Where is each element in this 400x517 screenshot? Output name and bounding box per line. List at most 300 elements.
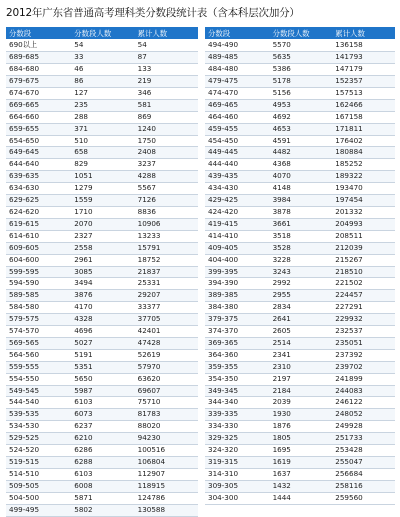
cumulative-count-cell: 581 (135, 99, 198, 111)
cumulative-count-cell: 201332 (332, 206, 395, 218)
score-range-cell: 429-425 (205, 195, 270, 207)
table-row (6, 504, 198, 516)
table-row (6, 111, 198, 123)
score-range-cell: 444-440 (205, 159, 270, 171)
cumulative-count-cell: 2408 (135, 147, 198, 159)
table-row (6, 195, 198, 207)
cumulative-count-cell: 42401 (135, 326, 198, 338)
segment-count-cell: 3494 (71, 278, 134, 290)
score-range-cell: 554-550 (6, 373, 71, 385)
cumulative-count-cell: 229932 (332, 314, 395, 326)
score-range-cell: 304-300 (205, 492, 270, 504)
cumulative-count-cell: 100516 (135, 445, 198, 457)
segment-count-cell: 6103 (71, 397, 134, 409)
score-range-cell: 514-510 (6, 468, 71, 480)
cumulative-count-cell: 7126 (135, 195, 198, 207)
score-table-left-body (6, 40, 198, 516)
segment-count-cell: 5386 (270, 64, 333, 76)
cumulative-count-cell: 227291 (332, 302, 395, 314)
table-row (6, 171, 198, 183)
segment-count-cell: 4070 (270, 171, 333, 183)
table-row (205, 135, 395, 147)
score-range-cell: 449-445 (205, 147, 270, 159)
cumulative-count-cell: 15791 (135, 242, 198, 254)
segment-count-cell: 3518 (270, 230, 333, 242)
table-row (205, 290, 395, 302)
cumulative-count-cell: 13233 (135, 230, 198, 242)
score-range-cell: 344-340 (205, 397, 270, 409)
cumulative-count-cell: 47428 (135, 337, 198, 349)
score-range-cell: 474-470 (205, 87, 270, 99)
cumulative-count-cell: 8836 (135, 206, 198, 218)
table-row (205, 111, 395, 123)
score-range-cell: 439-435 (205, 171, 270, 183)
cumulative-count-cell: 241899 (332, 373, 395, 385)
table-row (205, 385, 395, 397)
segment-count-cell: 3984 (270, 195, 333, 207)
segment-count-cell: 5871 (71, 492, 134, 504)
score-range-cell: 614-610 (6, 230, 71, 242)
table-row (6, 373, 198, 385)
table-row (205, 183, 395, 195)
table-row (6, 230, 198, 242)
cumulative-count-cell: 87 (135, 52, 198, 64)
cumulative-count-cell: 33377 (135, 302, 198, 314)
score-range-cell: 624-620 (6, 206, 71, 218)
table-row (205, 480, 395, 492)
cumulative-count-cell: 167158 (332, 111, 395, 123)
segment-count-cell: 2605 (270, 326, 333, 338)
table-row (205, 64, 395, 76)
segment-count-cell: 33 (71, 52, 134, 64)
score-range-cell: 434-430 (205, 183, 270, 195)
score-range-cell: 690以上 (6, 40, 71, 52)
score-range-cell: 639-635 (6, 171, 71, 183)
cumulative-count-cell: 253428 (332, 445, 395, 457)
cumulative-count-cell: 212039 (332, 242, 395, 254)
cumulative-count-cell: 193470 (332, 183, 395, 195)
segment-count-cell: 54 (71, 40, 134, 52)
score-range-cell: 359-355 (205, 361, 270, 373)
table-row (6, 492, 198, 504)
cumulative-count-cell: 147179 (332, 64, 395, 76)
score-range-cell: 464-460 (205, 111, 270, 123)
score-range-cell: 384-380 (205, 302, 270, 314)
table-row (205, 230, 395, 242)
segment-count-cell: 829 (71, 159, 134, 171)
segment-count-cell: 86 (71, 76, 134, 88)
score-range-cell: 689-685 (6, 52, 71, 64)
table-row (6, 266, 198, 278)
cumulative-count-cell: 197454 (332, 195, 395, 207)
cumulative-count-cell: 255047 (332, 457, 395, 469)
cumulative-count-cell: 215267 (332, 254, 395, 266)
table-row (6, 445, 198, 457)
cumulative-count-cell: 221502 (332, 278, 395, 290)
segment-count-cell: 6210 (71, 433, 134, 445)
segment-count-cell: 5570 (270, 40, 333, 52)
segment-count-cell: 3528 (270, 242, 333, 254)
cumulative-count-cell: 162466 (332, 99, 395, 111)
table-row (6, 326, 198, 338)
table-row (6, 409, 198, 421)
score-range-cell: 509-505 (6, 480, 71, 492)
score-range-cell: 499-495 (6, 504, 71, 516)
table-row (205, 171, 395, 183)
cumulative-count-cell: 141793 (332, 52, 395, 64)
score-range-cell: 599-595 (6, 266, 71, 278)
table-row (6, 468, 198, 480)
table-row (6, 397, 198, 409)
score-range-cell: 589-585 (6, 290, 71, 302)
segment-count-cell: 5635 (270, 52, 333, 64)
cumulative-count-cell: 75710 (135, 397, 198, 409)
cumulative-count-cell: 246122 (332, 397, 395, 409)
score-range-cell: 584-580 (6, 302, 71, 314)
segment-count-cell: 3085 (71, 266, 134, 278)
table-row (205, 99, 395, 111)
segment-count-cell: 2327 (71, 230, 134, 242)
cumulative-count-cell: 69607 (135, 385, 198, 397)
segment-count-cell: 2992 (270, 278, 333, 290)
score-range-cell: 549-545 (6, 385, 71, 397)
cumulative-count-cell: 219 (135, 76, 198, 88)
score-range-cell: 679-675 (6, 76, 71, 88)
segment-count-cell: 127 (71, 87, 134, 99)
cumulative-count-cell: 25331 (135, 278, 198, 290)
segment-count-cell: 2197 (270, 373, 333, 385)
segment-count-cell: 5027 (71, 337, 134, 349)
cumulative-count-cell: 249928 (332, 421, 395, 433)
cumulative-count-cell: 237392 (332, 349, 395, 361)
segment-count-cell: 6073 (71, 409, 134, 421)
score-range-cell: 369-365 (205, 337, 270, 349)
score-range-cell: 424-420 (205, 206, 270, 218)
table-row (6, 337, 198, 349)
score-range-cell: 504-500 (6, 492, 71, 504)
table-row (6, 206, 198, 218)
segment-count-cell: 2641 (270, 314, 333, 326)
table-header-row (205, 27, 395, 40)
cumulative-count-cell: 258116 (332, 480, 395, 492)
table-row (205, 397, 395, 409)
header-cumulative-count: 累计人数 (135, 27, 198, 40)
segment-count-cell: 2834 (270, 302, 333, 314)
segment-count-cell: 1279 (71, 183, 134, 195)
table-row (6, 290, 198, 302)
segment-count-cell: 1051 (71, 171, 134, 183)
segment-count-cell: 2184 (270, 385, 333, 397)
segment-count-cell: 288 (71, 111, 134, 123)
table-row (205, 468, 395, 480)
segment-count-cell: 5191 (71, 349, 134, 361)
table-row (205, 409, 395, 421)
table-row (6, 349, 198, 361)
cumulative-count-cell: 204993 (332, 218, 395, 230)
score-range-cell: 519-515 (6, 457, 71, 469)
table-row (205, 373, 395, 385)
score-range-cell: 609-605 (6, 242, 71, 254)
score-range-cell: 659-655 (6, 123, 71, 135)
table-row (205, 242, 395, 254)
table-row (205, 254, 395, 266)
table-row (6, 87, 198, 99)
table-row (205, 445, 395, 457)
table-row (6, 64, 198, 76)
cumulative-count-cell: 244083 (332, 385, 395, 397)
score-range-cell: 374-370 (205, 326, 270, 338)
cumulative-count-cell: 218510 (332, 266, 395, 278)
table-row (205, 457, 395, 469)
score-range-cell: 479-475 (205, 76, 270, 88)
cumulative-count-cell: 189322 (332, 171, 395, 183)
score-range-cell: 394-390 (205, 278, 270, 290)
cumulative-count-cell: 37705 (135, 314, 198, 326)
table-row (205, 87, 395, 99)
score-range-cell: 399-395 (205, 266, 270, 278)
table-row (6, 433, 198, 445)
segment-count-cell: 5987 (71, 385, 134, 397)
cumulative-count-cell: 157513 (332, 87, 395, 99)
table-row (205, 421, 395, 433)
cumulative-count-cell: 52619 (135, 349, 198, 361)
score-range-cell: 414-410 (205, 230, 270, 242)
table-row (205, 266, 395, 278)
score-range-cell: 619-615 (6, 218, 71, 230)
segment-count-cell: 4696 (71, 326, 134, 338)
score-range-cell: 669-665 (6, 99, 71, 111)
segment-count-cell: 235 (71, 99, 134, 111)
cumulative-count-cell: 136158 (332, 40, 395, 52)
table-row (205, 361, 395, 373)
score-range-cell: 389-385 (205, 290, 270, 302)
segment-count-cell: 2514 (270, 337, 333, 349)
segment-count-cell: 371 (71, 123, 134, 135)
table-row (6, 242, 198, 254)
table-row (6, 302, 198, 314)
header-score-range: 分数段 (6, 27, 71, 40)
score-range-cell: 664-660 (6, 111, 71, 123)
score-range-cell: 574-570 (6, 326, 71, 338)
score-range-cell: 334-330 (205, 421, 270, 433)
cumulative-count-cell: 4288 (135, 171, 198, 183)
cumulative-count-cell: 1240 (135, 123, 198, 135)
score-range-cell: 674-670 (6, 87, 71, 99)
cumulative-count-cell: 88020 (135, 421, 198, 433)
segment-count-cell: 4170 (71, 302, 134, 314)
segment-count-cell: 5650 (71, 373, 134, 385)
score-table-right (205, 27, 395, 505)
table-row (6, 147, 198, 159)
segment-count-cell: 1876 (270, 421, 333, 433)
score-range-cell: 644-640 (6, 159, 71, 171)
cumulative-count-cell: 171811 (332, 123, 395, 135)
cumulative-count-cell: 21837 (135, 266, 198, 278)
segment-count-cell: 6286 (71, 445, 134, 457)
segment-count-cell: 4328 (71, 314, 134, 326)
score-range-cell: 654-650 (6, 135, 71, 147)
segment-count-cell: 1695 (270, 445, 333, 457)
cumulative-count-cell: 133 (135, 64, 198, 76)
cumulative-count-cell: 3237 (135, 159, 198, 171)
cumulative-count-cell: 180884 (332, 147, 395, 159)
table-row (205, 314, 395, 326)
segment-count-cell: 5351 (71, 361, 134, 373)
segment-count-cell: 3661 (270, 218, 333, 230)
segment-count-cell: 4148 (270, 183, 333, 195)
table-header-row (6, 27, 198, 40)
cumulative-count-cell: 259560 (332, 492, 395, 504)
cumulative-count-cell: 256684 (332, 468, 395, 480)
table-row (6, 314, 198, 326)
table-row (205, 326, 395, 338)
score-range-cell: 529-525 (6, 433, 71, 445)
table-row (6, 76, 198, 88)
cumulative-count-cell: 124786 (135, 492, 198, 504)
score-range-cell: 454-450 (205, 135, 270, 147)
table-row (6, 278, 198, 290)
cumulative-count-cell: 224457 (332, 290, 395, 302)
segment-count-cell: 2341 (270, 349, 333, 361)
table-row (205, 195, 395, 207)
segment-count-cell: 4368 (270, 159, 333, 171)
segment-count-cell: 6288 (71, 457, 134, 469)
segment-count-cell: 4653 (270, 123, 333, 135)
score-range-cell: 559-555 (6, 361, 71, 373)
score-range-cell: 349-345 (205, 385, 270, 397)
cumulative-count-cell: 251733 (332, 433, 395, 445)
table-row (6, 159, 198, 171)
segment-count-cell: 2070 (71, 218, 134, 230)
score-range-cell: 419-415 (205, 218, 270, 230)
table-row (6, 361, 198, 373)
score-table-left (6, 27, 198, 517)
score-range-cell: 524-520 (6, 445, 71, 457)
segment-count-cell: 2955 (270, 290, 333, 302)
cumulative-count-cell: 235051 (332, 337, 395, 349)
table-row (205, 123, 395, 135)
table-row (6, 385, 198, 397)
score-range-cell: 484-480 (205, 64, 270, 76)
segment-count-cell: 46 (71, 64, 134, 76)
table-row (6, 183, 198, 195)
table-row (205, 147, 395, 159)
cumulative-count-cell: 5567 (135, 183, 198, 195)
score-range-cell: 404-400 (205, 254, 270, 266)
segment-count-cell: 2558 (71, 242, 134, 254)
cumulative-count-cell: 1750 (135, 135, 198, 147)
segment-count-cell: 3243 (270, 266, 333, 278)
segment-count-cell: 5802 (71, 504, 134, 516)
score-range-cell: 339-335 (205, 409, 270, 421)
segment-count-cell: 1710 (71, 206, 134, 218)
score-range-cell: 539-535 (6, 409, 71, 421)
table-row (205, 76, 395, 88)
score-range-cell: 564-560 (6, 349, 71, 361)
table-row (205, 52, 395, 64)
score-range-cell: 409-405 (205, 242, 270, 254)
table-row (6, 40, 198, 52)
table-row (6, 135, 198, 147)
table-row (205, 337, 395, 349)
cumulative-count-cell: 185252 (332, 159, 395, 171)
cumulative-count-cell: 869 (135, 111, 198, 123)
score-range-cell: 634-630 (6, 183, 71, 195)
cumulative-count-cell: 94230 (135, 433, 198, 445)
table-row (6, 254, 198, 266)
segment-count-cell: 3878 (270, 206, 333, 218)
cumulative-count-cell: 29207 (135, 290, 198, 302)
segment-count-cell: 1619 (270, 457, 333, 469)
segment-count-cell: 2310 (270, 361, 333, 373)
segment-count-cell: 1559 (71, 195, 134, 207)
table-row (6, 123, 198, 135)
cumulative-count-cell: 176402 (332, 135, 395, 147)
segment-count-cell: 1930 (270, 409, 333, 421)
score-range-cell: 364-360 (205, 349, 270, 361)
score-range-cell: 324-320 (205, 445, 270, 457)
score-range-cell: 544-540 (6, 397, 71, 409)
score-range-cell: 354-350 (205, 373, 270, 385)
score-range-cell: 569-565 (6, 337, 71, 349)
cumulative-count-cell: 130588 (135, 504, 198, 516)
cumulative-count-cell: 208511 (332, 230, 395, 242)
score-range-cell: 489-485 (205, 52, 270, 64)
score-range-cell: 329-325 (205, 433, 270, 445)
score-range-cell: 579-575 (6, 314, 71, 326)
segment-count-cell: 2961 (71, 254, 134, 266)
segment-count-cell: 5156 (270, 87, 333, 99)
cumulative-count-cell: 54 (135, 40, 198, 52)
table-row (205, 40, 395, 52)
score-range-cell: 379-375 (205, 314, 270, 326)
table-row (205, 349, 395, 361)
score-range-cell: 494-490 (205, 40, 270, 52)
segment-count-cell: 1444 (270, 492, 333, 504)
cumulative-count-cell: 106804 (135, 457, 198, 469)
table-row (6, 421, 198, 433)
score-range-cell: 604-600 (6, 254, 71, 266)
table-row (205, 278, 395, 290)
cumulative-count-cell: 346 (135, 87, 198, 99)
table-row (205, 206, 395, 218)
segment-count-cell: 6008 (71, 480, 134, 492)
cumulative-count-cell: 10906 (135, 218, 198, 230)
score-table-right-body (205, 40, 395, 504)
score-range-cell: 309-305 (205, 480, 270, 492)
cumulative-count-cell: 152357 (332, 76, 395, 88)
cumulative-count-cell: 57970 (135, 361, 198, 373)
score-range-cell: 469-465 (205, 99, 270, 111)
segment-count-cell: 6103 (71, 468, 134, 480)
segment-count-cell: 3876 (71, 290, 134, 302)
header-score-range: 分数段 (205, 27, 270, 40)
segment-count-cell: 510 (71, 135, 134, 147)
table-row (205, 433, 395, 445)
score-range-cell: 534-530 (6, 421, 71, 433)
table-row (205, 492, 395, 504)
segment-count-cell: 1805 (270, 433, 333, 445)
page-title: 2012年广东省普通高考理科类分数段统计表（含本科层次加分） (6, 7, 300, 19)
segment-count-cell: 2039 (270, 397, 333, 409)
score-range-cell: 684-680 (6, 64, 71, 76)
segment-count-cell: 6237 (71, 421, 134, 433)
segment-count-cell: 4591 (270, 135, 333, 147)
table-row (6, 218, 198, 230)
table-row (6, 52, 198, 64)
score-range-cell: 594-590 (6, 278, 71, 290)
cumulative-count-cell: 232537 (332, 326, 395, 338)
